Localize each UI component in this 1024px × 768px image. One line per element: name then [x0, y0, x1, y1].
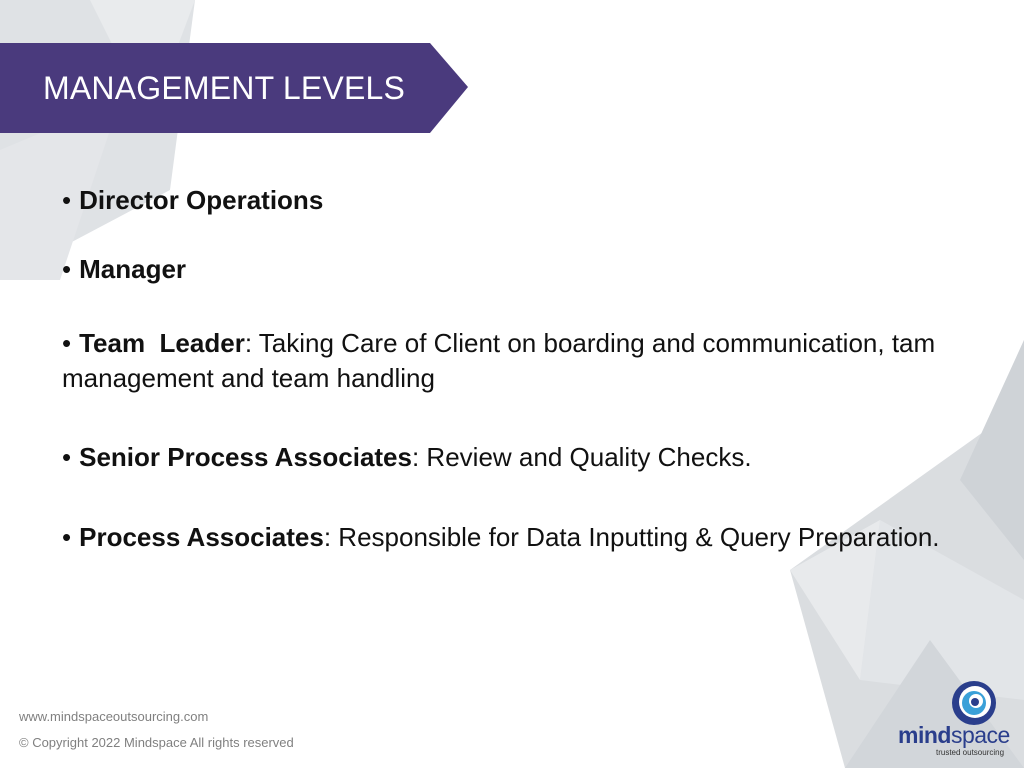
bullet-description: : Review and Quality Checks.	[411, 442, 752, 472]
bullet-description: : Responsible for Data Inputting & Query Preparation.	[323, 522, 940, 552]
bullet-description: : Taking Care of Client on boarding and communication, tam management and team handling	[62, 328, 936, 393]
logo-tagline: trusted outsourcing	[936, 748, 1005, 757]
bullet-term: Team Leader	[79, 328, 245, 358]
bullet-term: Process Associates	[79, 522, 324, 552]
bullet-item-director-operations	[62, 183, 992, 218]
logo-word-mind: mind	[898, 722, 951, 748]
swirl-icon	[898, 680, 1012, 726]
bullet-glyph: •	[62, 254, 72, 284]
bullet-glyph: •	[62, 442, 72, 472]
bullet-item-team-leader	[62, 326, 992, 396]
mindspace-logo	[898, 680, 1012, 762]
bullet-term: Senior Process Associates	[79, 442, 412, 472]
slide-title: MANAGEMENT LEVELS	[43, 70, 406, 106]
bullet-item-process-associates	[62, 520, 992, 555]
bullet-glyph: •	[62, 185, 72, 215]
bullet-item-senior-process-associates	[62, 440, 992, 475]
logo-wordmark	[898, 722, 1010, 749]
bullet-term: Director Operations	[79, 185, 324, 215]
bullet-item-manager	[62, 252, 992, 287]
bullet-glyph: •	[62, 328, 72, 358]
footer-copyright: © Copyright 2022 Mindspace All rights reserved	[19, 735, 294, 750]
bullet-glyph: •	[62, 522, 72, 552]
logo-word-space: space	[950, 722, 1010, 748]
footer-website-url: www.mindspaceoutsourcing.com	[19, 709, 209, 724]
bullet-term: Manager	[79, 254, 187, 284]
